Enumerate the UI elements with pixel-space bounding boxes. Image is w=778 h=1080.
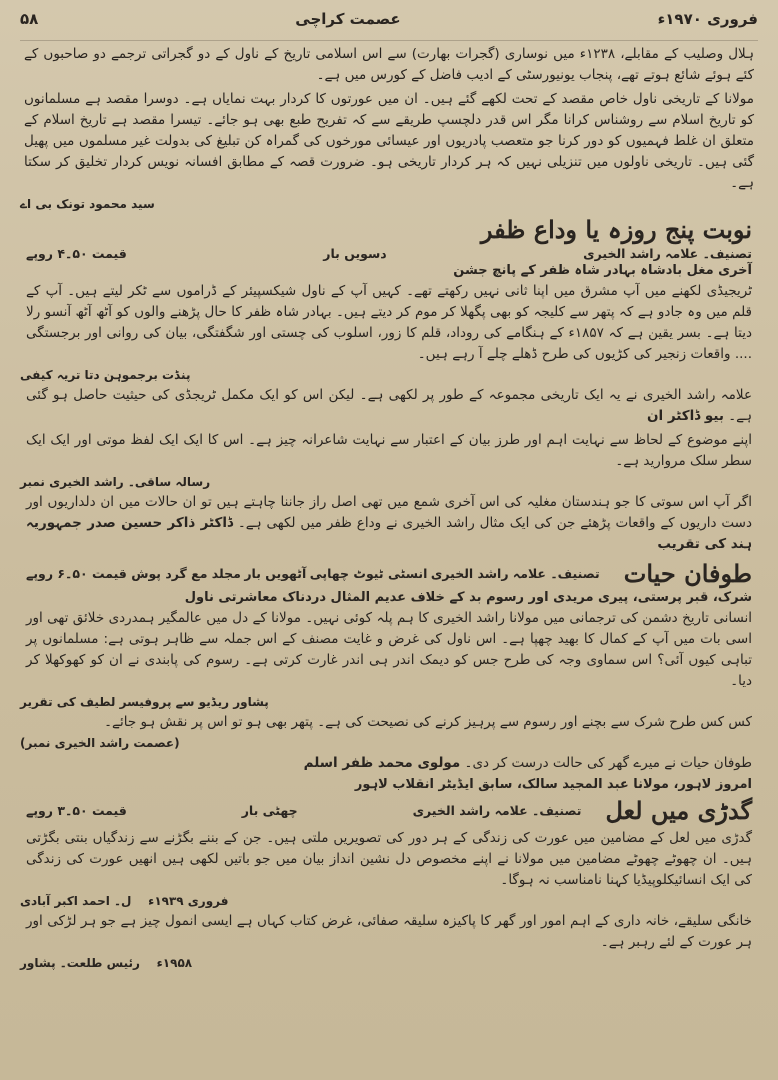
book3-price: قیمت ۵۰۔۳ روپے (26, 803, 127, 818)
intro-paragraph-1: ہلال وصلیب کے مقابلے، ۱۲۳۸ء میں نوساری (گجرات بھارت) سے اس اسلامی تاریخ کے ناول کے دو گجراتی ترجمے دو صاحبوں کے کئے ہوئے شائع ہوتے تھے، پنجاب یونیورسٹی کے ادیب فاضل کے کورس میں ہے۔ (24, 46, 754, 83)
book2-edition: آٹھویں بار (244, 566, 307, 581)
book2-review-1: انسانی تاریخ دشمن کی ترجمانی میں مولانا راشد الخیری کا ہم پلہ کوئی نہیں۔ مولانا کے دل میں عالمگیر ہمدردی خلائق تھی اور اسی بات میں آپ کے کمال کا بھید چھپا ہے۔ اس ناول کی غرض و غایت مصنف کے اس جملہ سے ظاہر ہوتی ہے: مسلمانوں پر تباہی کیوں آئی؟ اس سماوی وجہ کی طرح جس کو دیمک اندر ہی اندر غارت کرتی ہے۔ رسوم کی پابندی نے ان کو کھوکھلا کر دیا۔ (26, 610, 752, 689)
book2-title: طوفان حیات (623, 559, 752, 588)
book3-review-1-author: ل۔ احمد اکبر آبادی (20, 894, 132, 908)
book3-author: تصنیف۔ علامہ راشد الخیری (412, 803, 582, 818)
book3-review-2: خانگی سلیقے، خانہ داری کے اہم امور اور گھر کا پاکیزہ سلیقہ صفائی، غرض کتاب کہاں ہے ایسی انمول چیز ہے جو ہر لڑکی اور ہر عورت کے لئے رہبر ہے۔ (26, 913, 752, 950)
book3-review-2-date: ۱۹۵۸ء (156, 956, 193, 970)
book1-review-2-text: علامہ راشد الخیری نے یہ ایک تاریخی مجموعہ کے طور پر لکھی ہے۔ لیکن اس کو ایک مکمل ٹریجڈی کی حیثیت حاصل ہو گئی ہے۔ (26, 387, 752, 424)
book3-title: گدڑی میں لعل (605, 796, 752, 825)
book2-meta (26, 566, 600, 581)
book1-review-1-signature: پنڈت برجموہن دتا تریہ کیفی (20, 368, 191, 382)
intro-signature: سید محمود تونک بی اے (20, 197, 155, 211)
book1-review-2-signature: بیو ڈاکٹر ان (646, 408, 724, 424)
book1-review-4 (26, 492, 752, 555)
book3-review-2-signature (20, 956, 718, 970)
book1-review-2 (26, 385, 752, 427)
book1-review-3: اپنے موضوع کے لحاظ سے نہایت اہم اور طرز بیان کے اعتبار سے نہایت شاعرانہ چیز ہے۔ اس کا ایک ایک لفظ موتی اور ایک ایک سطر سلک مروارید ہے۔ (26, 432, 752, 469)
book1-edition: دسویں بار (323, 246, 387, 261)
book2-author: تصنیف۔ علامہ راشد الخیری (430, 566, 600, 581)
book2-review-1-signature: پشاور ریڈیو سے پروفیسر لطیف کی تقریر (20, 695, 269, 709)
book2-review-2: کس کس طرح شرک سے بچنے اور رسوم سے پرہیز کرنے کی نصیحت کی ہے۔ پتھر بھی ہو تو اس پر نقش ہو جائے۔ (104, 714, 752, 730)
intro-paragraph-2: مولانا کے تاریخی ناول خاص مقصد کے تحت لکھے گئے ہیں۔ ان میں عورتوں کا کردار بہت نمایاں ہے۔ دوسرا مقصد ہے مسلمانوں کو تاریخ اسلام سے روشناس کرانا مگر اس قدر دلچسپ طریقے سے کہ تفریح طبع بھی ہو جائے۔ تیسرا مقصد ہے تاریخ اسلام کے متعلق ان غلط فہمیوں کو دور کرنا جو متعصب پادریوں اور عیسائی مورخوں کی گمراہ کن تبلیغ کی بدولت غیر مسلموں میں پھیل گئی ہیں۔ تاریخی ناولوں میں تنزیلی نہیں کہ ہر کردار تاریخی ہو۔ ضرورت قصہ کے مطابق افسانہ نویس کردار تخلیق کر سکتا ہے۔ (24, 91, 754, 191)
book1-price: قیمت ۵۰۔۴ روپے (26, 246, 127, 261)
book1-review-1: ٹریجیڈی لکھنے میں آپ مشرق میں اپنا ثانی نہیں رکھتے تھے۔ کہیں آپ کے ناول شیکسپیئر کے ڈراموں سے ٹکر لیتے ہیں۔ آپ کے قلم میں وہ جادو ہے کہ پتھر سے کلیجہ کو بھی پگھلا کر موم کر دیتے ہیں۔ بہادر شاہ ظفر کا حال پڑھنے والوں کو آٹھ آٹھ آنسو رلا دیتا ہے۔ بسر یقین ہے کہ ۱۸۵۷ء کے ہنگامے کی روداد، قلم کا زور، اسلوب کی چستی اور شگفتگی، بیان کی روانی اور برجستگی .... واقعات زنجیر کی کڑیوں کی طرح ڈھلے چلے آ رہے ہیں۔ (26, 283, 752, 362)
page-header (20, 10, 758, 41)
book1-review-4-text: اگر آپ اس سوتی کا جو ہندستان مغلیہ کی اس آخری شمع میں تھی اصل راز جاننا چاہتے ہیں تو ان حالات میں ان دلداریوں اور دست داریوں کے واقعات پڑھئے جن کی ایک مثال راشد الخیری نے وداع ظفر میں لکھی ہے۔ (26, 494, 752, 531)
book2-review-3 (26, 753, 752, 774)
book1-title: نوبت پنج روزہ یا وداع ظفر (480, 215, 752, 244)
book1-meta (26, 246, 752, 261)
book2-review-3-signature: مولوی محمد ظفر اسلم (303, 755, 461, 771)
book2-review-3-text: طوفان حیات نے میرے گھر کی حالت درست کر دی۔ (464, 755, 752, 771)
book1-heading (20, 215, 758, 244)
book2-publisher: انسٹی ٹیوٹ چھاپی (309, 566, 428, 581)
book2-review-2-signature: (عصمت راشد الخیری نمبر) (20, 736, 180, 750)
page-number: ۵۸ (20, 10, 39, 28)
book2-review-4: امروز لاہور، مولانا عبد المجید سالک، سابق ایڈیٹر انقلاب لاہور (354, 777, 752, 792)
book2-price: مجلد مع گرد پوش قیمت ۵۰۔۶ روپے (26, 566, 241, 581)
header-date: فروری ۱۹۷۰ء (657, 10, 758, 28)
book3-meta (26, 803, 581, 818)
book3-edition: چھٹی بار (241, 803, 298, 818)
book1-review-3-signature: رسالہ ساقی۔ راشد الخیری نمبر (20, 475, 211, 489)
book3-review-2-author: رئیس طلعت۔ پشاور (20, 956, 140, 970)
book2-subtitle: شرک، قبر پرستی، پیری مریدی اور رسوم بد کے خلاف عدیم المثال دردناک معاشرتی ناول (184, 590, 752, 605)
header-magazine: عصمت کراچی (295, 10, 401, 28)
book2-heading (20, 559, 758, 588)
book3-heading (20, 796, 758, 825)
book3-review-1: گدڑی میں لعل کے مضامین میں عورت کی زندگی کے ہر دور کی تصویریں ملتی ہیں۔ جن کے بننے بگڑنے سے زندگیاں بنتی بگڑتی ہیں۔ ان چھوٹے چھوٹے مضامین میں مولانا نے اپنے مخصوص دل نشین انداز بیان میں جو باتیں لکھی ہیں انھیں عورت کی زندگی کی ایک انسائیکلوپیڈیا کہنا نامناسب نہ ہوگا۔ (26, 830, 752, 888)
book1-review-4-signature: ڈاکٹر ذاکر حسین صدر جمہوریہ ہند کی تقریب (26, 515, 752, 552)
book1-subtitle: آخری مغل بادشاہ بہادر شاہ ظفر کے پانچ جشن (453, 263, 752, 278)
book3-review-1-signature (20, 894, 718, 908)
book1-author: تصنیف۔ علامہ راشد الخیری (583, 246, 752, 261)
book3-review-1-date: فروری ۱۹۳۹ء (148, 894, 229, 908)
